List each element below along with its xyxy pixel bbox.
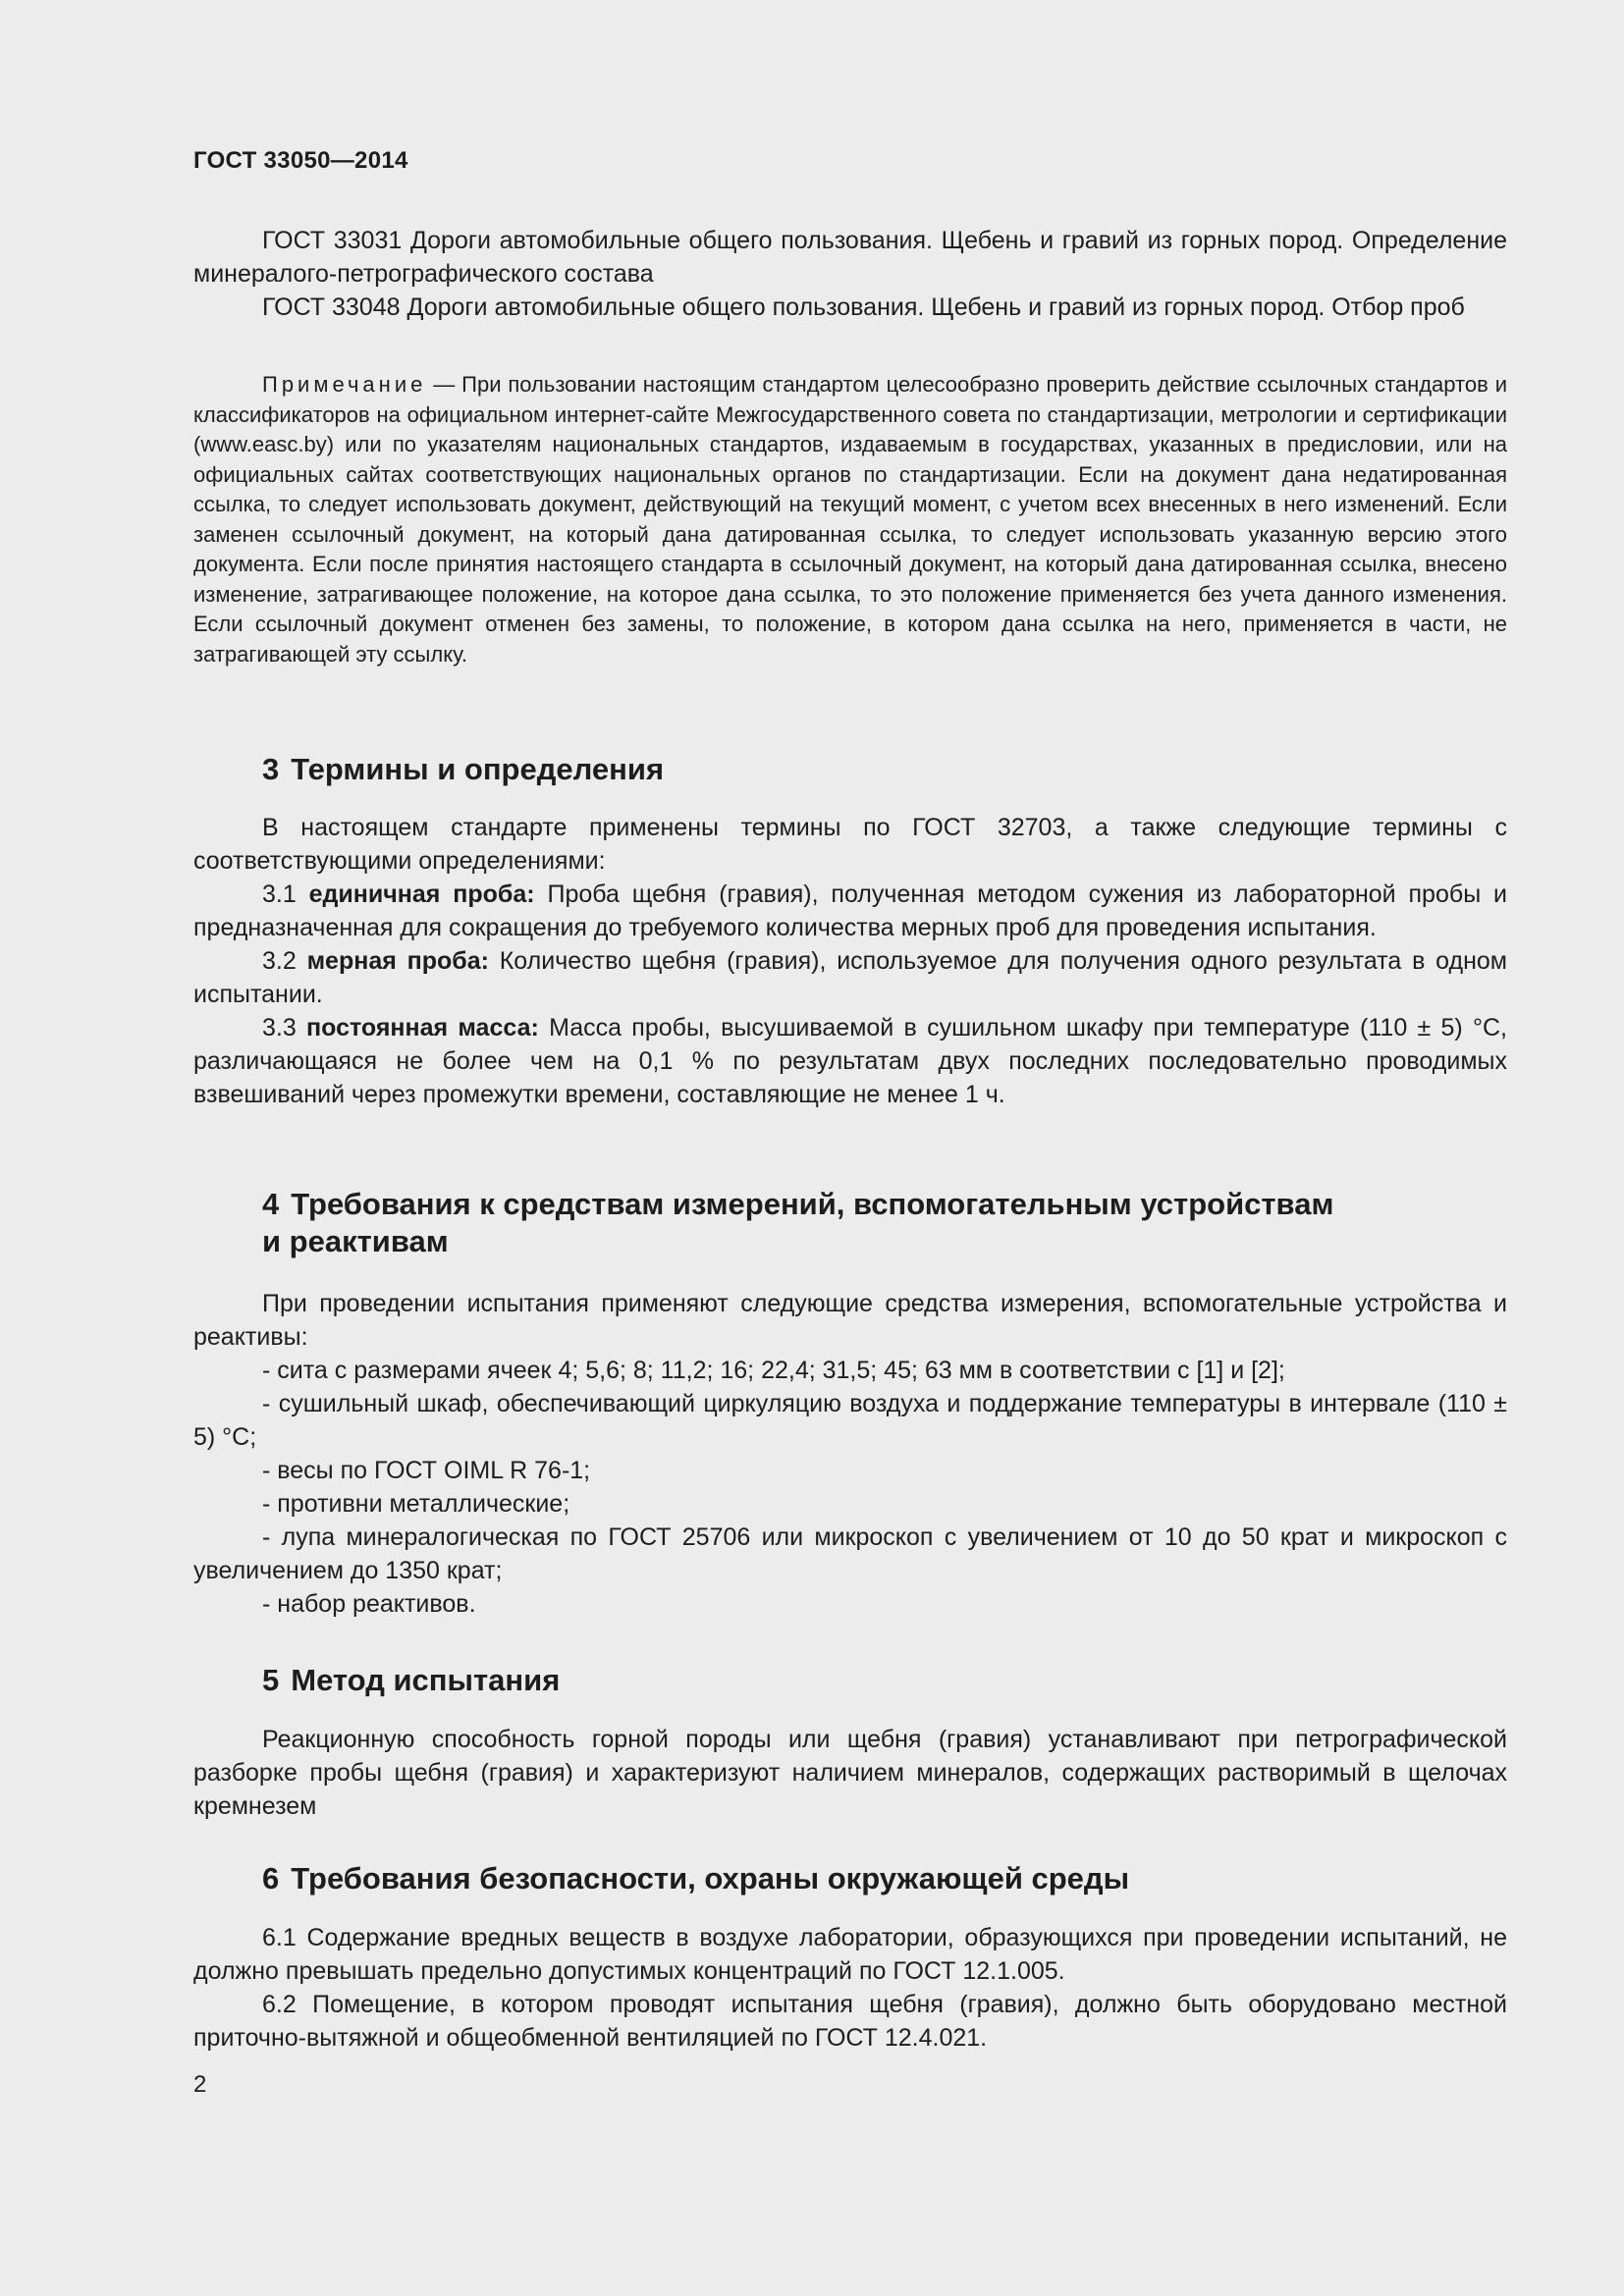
section-4-body bbox=[193, 1287, 1507, 1621]
section-5-heading: 5 Метод испытания bbox=[262, 1663, 561, 1697]
reference-item: ГОСТ 33048 Дороги автомобильные общего пользования. Щебень и гравий из горных пород. Отбор проб bbox=[262, 294, 1465, 321]
section-4-intro: При проведении испытания применяют следующие средства измерения, вспомогательные устройства и реактивы: bbox=[193, 1290, 1507, 1351]
section-4 bbox=[193, 1186, 1507, 1260]
page-number: 2 bbox=[193, 2071, 207, 2098]
section-5-text: Реакционную способность горной породы или щебня (гравия) устанавливают при петрографической разборке пробы щебня (гравия) и характеризуют наличием минералов, содержащих растворимый в щелочах кремнезем bbox=[193, 1726, 1507, 1820]
section-3-intro: В настоящем стандарте применены термины по ГОСТ 32703, а также следующие термины с соответствующими определениями: bbox=[193, 814, 1507, 875]
note-paragraph bbox=[193, 370, 1507, 669]
note-block bbox=[193, 370, 1507, 669]
section-3-heading: 3 Термины и определения bbox=[262, 752, 665, 786]
list-item: - сита с размерами ячеек 4; 5,6; 8; 11,2; 16; 22,4; 31,5; 45; 63 мм в соответствии с [1] и [2]; bbox=[262, 1357, 1285, 1384]
section-6-body bbox=[193, 1921, 1507, 2055]
note-text: — При пользовании настоящим стандартом целесообразно проверить действие ссылочных стандартов и классификаторов на официальном интернет-сайте Межгосударственного совета по стандартизации, метрологии и сертификации (www.easc.by) или по указателям национальных стандартов, издаваемым в государствах, указанных в предисловии, или на официальных сайтах соответствующих национальных органов по стандартизации. Если на документ дана недатированная ссылка, то следует использовать документ, действующий на текущий момент, с учетом всех внесенных в него изменений. Если заменен ссылочный документ, на который дана датированная ссылка, то следует использовать указанную версию этого документа. Если после принятия настоящего стандарта в ссылочный документ, на который дана датированная ссылка, внесено изменение, затрагивающее положение, на которое дана ссылка, то это положение применяется без учета данного изменения. Если ссылочный документ отменен без замены, то положение, в котором дана ссылка на него, применяется в части, не затрагивающей эту ссылку. bbox=[193, 372, 1507, 667]
section-5 bbox=[193, 1662, 1507, 1699]
list-item: - сушильный шкаф, обеспечивающий циркуляцию воздуха и поддержание температуры в интервале (110 ± 5) °С; bbox=[193, 1390, 1507, 1451]
term-3-1: 3.1 единичная проба: Проба щебня (гравия), полученная методом сужения из лабораторной пробы и предназначенная для сокращения до требуемого количества мерных проб для проведения испытания. bbox=[193, 881, 1508, 941]
section-4-heading: 4 Требования к средствам измерений, вспомогательным устройствам и реактивам bbox=[262, 1187, 1334, 1258]
term-3-3: 3.3 постоянная масса: Масса пробы, высушиваемой в сушильном шкафу при температуре (110 ± 5) °С, различающаяся не более чем на 0,1 % по результатам двух последних последовательно проводимых взвешиваний через промежутки времени, составляющие не менее 1 ч. bbox=[193, 1014, 1507, 1108]
document-header: ГОСТ 33050—2014 bbox=[193, 147, 408, 174]
reference-item: ГОСТ 33031 Дороги автомобильные общего пользования. Щебень и гравий из горных пород. Определение минералого-петрографического состава bbox=[193, 227, 1507, 288]
section-5-body bbox=[193, 1723, 1507, 1823]
note-label: Примечание bbox=[262, 372, 427, 397]
section-6 bbox=[193, 1860, 1507, 1897]
section-3 bbox=[193, 751, 1507, 788]
term-3-2: 3.2 мерная проба: Количество щебня (гравия), используемое для получения одного результата в одном испытании. bbox=[193, 947, 1507, 1008]
references-block bbox=[193, 224, 1507, 324]
list-item: - лупа минералогическая по ГОСТ 25706 или микроскоп с увеличением от 10 до 50 крат и микроскоп с увеличением до 1350 крат; bbox=[193, 1523, 1507, 1584]
section-6-heading: 6 Требования безопасности, охраны окружающей среды bbox=[262, 1861, 1130, 1896]
section-6-item: 6.2 Помещение, в котором проводят испытания щебня (гравия), должно быть оборудовано местной приточно-вытяжной и общеобменной вентиляцией по ГОСТ 12.4.021. bbox=[193, 1991, 1507, 2052]
section-3-body bbox=[193, 811, 1507, 1111]
section-6-item: 6.1 Содержание вредных веществ в воздухе лаборатории, образующихся при проведении испытаний, не должно превышать предельно допустимых концентраций по ГОСТ 12.1.005. bbox=[193, 1924, 1507, 1985]
list-item: - набор реактивов. bbox=[262, 1590, 476, 1618]
list-item: - весы по ГОСТ OIML R 76-1; bbox=[262, 1457, 591, 1484]
list-item: - противни металлические; bbox=[262, 1490, 570, 1518]
